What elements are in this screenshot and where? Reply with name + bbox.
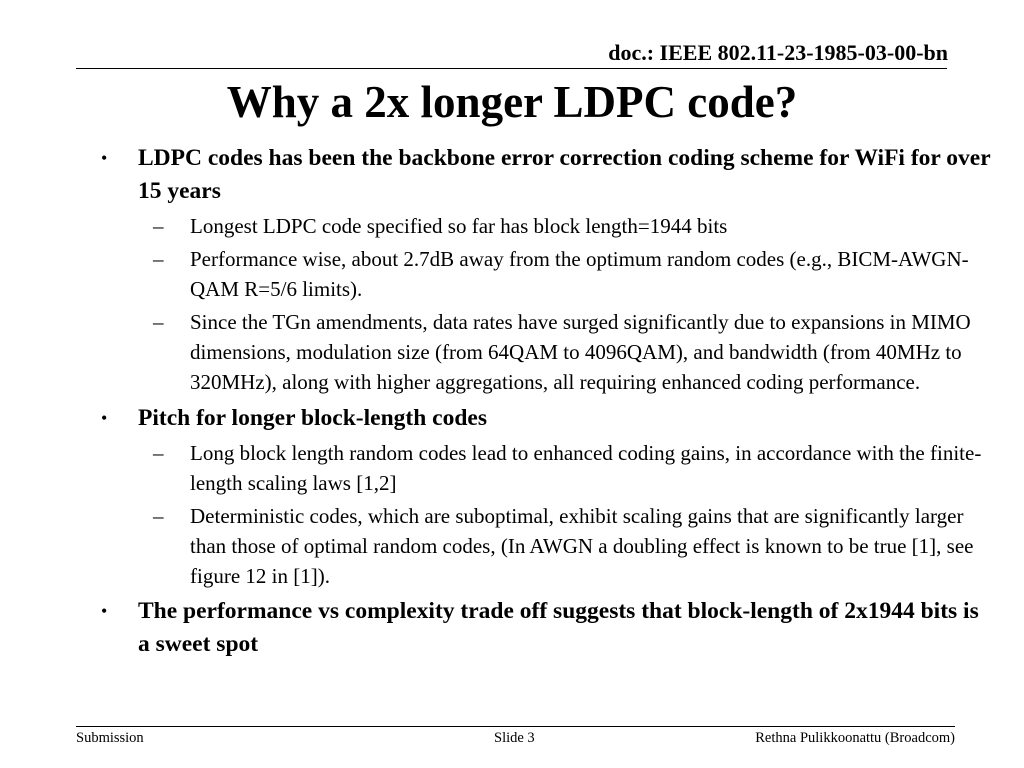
bullet-marker: •: [101, 148, 108, 168]
bullet-text: LDPC codes has been the backbone error correction coding scheme for WiFi for over 15 years: [138, 145, 991, 204]
slide-content: [0, 142, 1024, 661]
document-id: doc.: IEEE 802.11-23-1985-03-00-bn: [608, 40, 948, 65]
bullet-marker: •: [101, 408, 108, 428]
bullet-text: The performance vs complexity trade off suggests that block-length of 2x1944 bits is a sweet spot: [138, 598, 979, 657]
sub-bullet-text: Since the TGn amendments, data rates have surged significantly due to expansions in MIMO dimensions, modulation size (from 64QAM to 4096QAM), and bandwidth (from 40MHz to 320MHz), along with higher aggregations, all requiring enhanced coding performance.: [190, 310, 971, 394]
header-divider: [76, 68, 947, 69]
bullet-marker: •: [101, 601, 108, 621]
bullet-item: [0, 142, 1024, 208]
footer-slide-number: Slide 3: [494, 730, 535, 746]
dash-marker: –: [153, 214, 164, 238]
slide-title: Why a 2x longer LDPC code?: [226, 77, 798, 127]
sub-bullet-item: [0, 244, 1024, 304]
footer-submission: Submission: [76, 730, 144, 746]
sub-bullet-text: Performance wise, about 2.7dB away from the optimum random codes (e.g., BICM-AWGN-QAM R=5/6 limits).: [190, 247, 969, 301]
footer-divider: [76, 726, 955, 727]
sub-bullet-item: [0, 307, 1024, 397]
dash-marker: –: [153, 310, 164, 334]
sub-bullet-item: [0, 211, 1024, 241]
sub-bullet-item: [0, 501, 1024, 591]
bullet-item: [0, 402, 1024, 435]
bullet-item: [0, 595, 1024, 661]
sub-bullet-item: [0, 438, 1024, 498]
bullet-text: Pitch for longer block-length codes: [138, 405, 488, 431]
sub-bullet-text: Long block length random codes lead to enhanced coding gains, in accordance with the finite-length scaling laws [1,2]: [190, 441, 982, 495]
footer-author: Rethna Pulikkoonattu (Broadcom): [755, 730, 955, 746]
sub-bullet-text: Deterministic codes, which are suboptimal, exhibit scaling gains that are significantly larger than those of optimal random codes, (In AWGN a doubling effect is known to be true [1], see figure 12 in [1]).: [190, 504, 974, 588]
dash-marker: –: [153, 441, 164, 465]
sub-bullet-text: Longest LDPC code specified so far has block length=1944 bits: [190, 214, 728, 238]
dash-marker: –: [153, 247, 164, 271]
dash-marker: –: [153, 504, 164, 528]
